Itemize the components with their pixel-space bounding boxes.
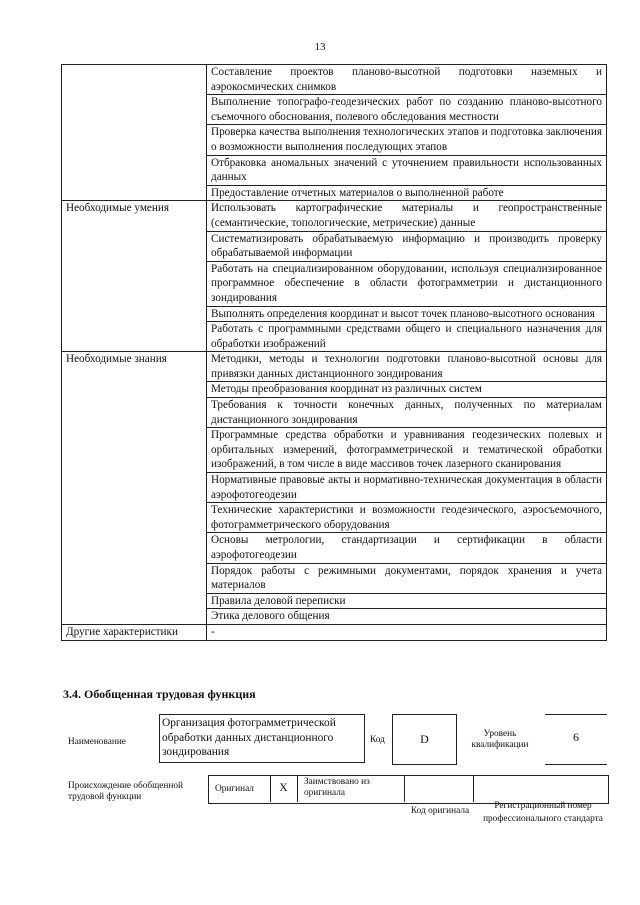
other-value: - <box>207 624 607 640</box>
task-item: Отбраковка аномальных значений с уточнением правильности использованных данных <box>207 155 607 185</box>
name-value: Организация фотограмметрической обработки данных дистанционного зондирования <box>159 714 365 763</box>
page-number: 13 <box>314 41 326 53</box>
skill-row <box>62 201 607 231</box>
section-title: 3.4. Обобщенная трудовая функция <box>63 687 256 701</box>
code-value: D <box>392 714 457 765</box>
knowledge-item: Технические характеристики и возможности геодезического, аэросъемочного, фотограмметрического оборудования <box>207 503 607 533</box>
knowledge-item: Методики, методы и технологии подготовки планово-высотной основы для привязки данных дистанционного зондирования <box>207 352 607 382</box>
knowledge-item: Нормативные правовые акты и нормативно-техническая документация в области аэрофотогеодезии <box>207 473 607 503</box>
skill-item: Работать с программными средствами общего и специального назначения для обработки изображений <box>207 322 607 352</box>
knowledge-item: Методы преобразования координат из различных систем <box>207 382 607 398</box>
code-label: Код <box>370 735 385 745</box>
task-label <box>62 65 207 201</box>
name-label: Наименование <box>68 737 126 747</box>
level-value: 6 <box>545 714 607 765</box>
other-label: Другие характеристики <box>62 624 207 640</box>
task-item: Выполнение топографо-геодезических работ по созданию планово-высотного съемочного обоснования, полевого обследования местности <box>207 95 607 125</box>
reg-number-label: Регистрационный номер профессионального стандарта <box>483 801 603 824</box>
skill-item: Систематизировать обрабатываемую информацию и производить проверку обрабатываемой информации <box>207 231 607 261</box>
task-item: Составление проектов планово-высотной подготовки наземных и аэрокосмических снимков <box>207 65 607 95</box>
knowledge-item: Основы метрологии, стандартизации и сертификации в области аэрофотогеодезии <box>207 533 607 563</box>
knowledge-item: Требования к точности конечных данных, полученных по материалам дистанционного зондирования <box>207 398 607 428</box>
task-item: Предоставление отчетных материалов о выполненной работе <box>207 185 607 201</box>
skill-item: Работать на специализированном оборудовании, используя специализированное программное обеспечение в области фотограмметрии и дистанционного зондирования <box>207 261 607 306</box>
knowledge-item: Программные средства обработки и уравнивания геодезических полевых и орбитальных измерений, фотограмметрической и тематической обработки изображений, в том числе в виде массивов точек лазерного сканирования <box>207 428 607 473</box>
origin-label: Происхождение обобщенной трудовой функции <box>68 781 183 802</box>
knowledge-row <box>62 352 607 382</box>
original-mark: X <box>270 775 298 802</box>
requirements-table <box>61 64 607 641</box>
knowledge-item: Этика делового общения <box>207 609 607 625</box>
skill-item: Использовать картографические материалы и геопространственные (семантические, топологические, метрические) данные <box>207 201 607 231</box>
borrowed-label: Заимствовано из оригинала <box>304 777 370 798</box>
other-row <box>62 624 607 640</box>
origin-code-label: Код оригинала <box>410 806 470 816</box>
level-label: Уровень квалификации <box>471 729 529 750</box>
task-item: Проверка качества выполнения технологических этапов и подготовка заключения о возможности выполнения последующих этапов <box>207 125 607 155</box>
knowledge-label: Необходимые знания <box>62 352 207 625</box>
skill-label: Необходимые умения <box>62 201 207 352</box>
knowledge-item: Правила деловой переписки <box>207 593 607 609</box>
knowledge-item: Порядок работы с режимными документами, порядок хранения и учета материалов <box>207 563 607 593</box>
task-row <box>62 65 607 95</box>
original-label: Оригинал <box>215 784 254 794</box>
skill-item: Выполнять определения координат и высот точек планово-высотного основания <box>207 306 607 322</box>
